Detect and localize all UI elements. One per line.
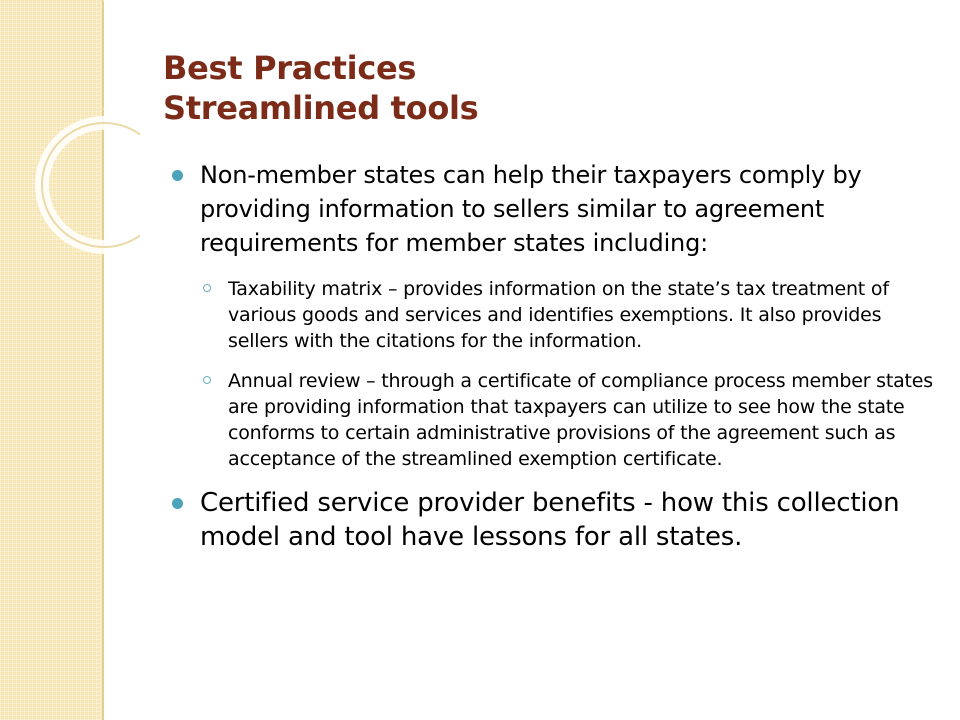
bullet-icon: [172, 170, 183, 181]
bullet-item: [172, 486, 942, 554]
ring-bullet-icon: [203, 284, 211, 292]
slide-content: [172, 158, 942, 570]
bullet-item: [172, 158, 942, 260]
bullet-text: Certified service provider benefits - how this collection model and tool have lessons for all states.: [200, 488, 900, 552]
sub-bullet-text: Annual review – through a certificate of compliance process member states are providing information that taxpayers can utilize to see how the state conforms to certain administrative provisions of the agreement such as acceptance of the streamlined exemption certificate.: [228, 370, 933, 470]
decorative-sidebar: [0, 0, 104, 720]
decorative-circles: [0, 0, 140, 260]
sub-bullet-item: [172, 368, 942, 472]
bullet-text: Non-member states can help their taxpayers comply by providing information to sellers similar to agreement requirements for member states including:: [200, 161, 862, 257]
title-line-1: Best Practices: [163, 49, 417, 87]
ring-bullet-icon: [203, 376, 211, 384]
sub-bullet-text: Taxability matrix – provides information on the state’s tax treatment of various goods and services and identifies exemptions. It also provides sellers with the citations for the information.: [228, 278, 889, 352]
slide-title: [163, 48, 478, 128]
sub-bullet-item: [172, 276, 942, 354]
bullet-icon: [172, 498, 183, 509]
title-line-2: Streamlined tools: [163, 89, 479, 127]
